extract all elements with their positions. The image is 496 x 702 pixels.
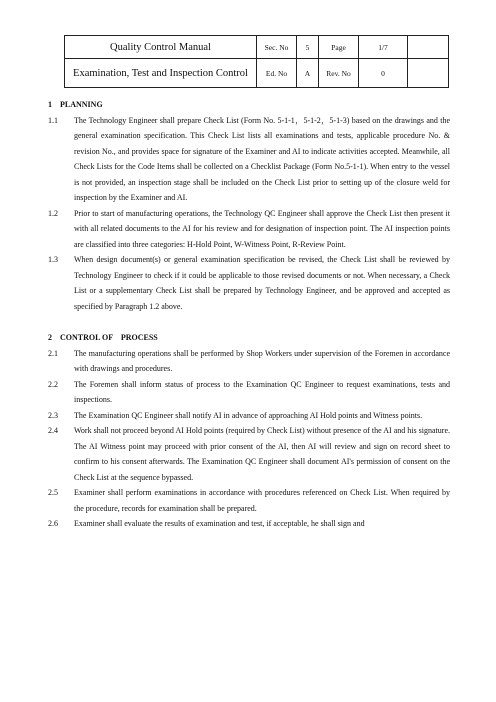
paragraph-number: 2.6 [48,519,58,528]
paragraph-number: 2.3 [48,410,58,420]
paragraph-text: Work shall not proceed beyond AI Hold points (required by Check List) without presence of the AI and his signature. The AI Witness point may proceed with prior consent of the AI, then AI will review and sign on record sheet to confirm to his consent afterwards. The Examination QC Engineer shall document AI's permission of consent on the Check List at the sequence bypassed. [74,426,450,482]
sec-no-value: 5 [297,36,319,59]
paragraph-number: 1.2 [48,208,58,218]
section-heading-planning: 1 PLANNING [48,100,103,109]
section-title: Examination, Test and Inspection Control [65,59,257,88]
paragraph-2-1 [48,346,450,377]
paragraph-2-2 [48,377,450,408]
spacer [48,314,450,330]
page-value: 1/7 [359,36,408,59]
paragraph-text: Examiner shall perform examinations in accordance with procedures referenced on Check List. When required by the procedure, records for examination shall be prepared. [74,488,450,513]
ed-no-label: Ed. No [257,59,297,88]
paragraph-2-4 [48,423,450,485]
paragraph-text: When design document(s) or general examination specification be revised, the Check List shall be reviewed by Technology Engineer to check if it could be applicable to those revised documents or not. When necessary, a Check List or a supplementary Check List shall be prepared by Technology Engineer, and be approved and accepted as specified by Paragraph 1.2 above. [74,255,450,311]
manual-title: Quality Control Manual [65,36,257,59]
paragraph-number: 2.1 [48,348,58,358]
paragraph-number: 2.5 [48,488,58,497]
section-heading-control-of-process: 2 CONTROL OF PROCESS [48,333,158,342]
paragraph-number: 2.4 [48,426,58,435]
paragraph-text: The Technology Engineer shall prepare Check List (Form No. 5-1-1，5-1-2，5-1-3) based on the drawings and the general examination specification. This Check List lists all examinations and tests, applicable procedure No. & revision No., and provides space for signature of the Examiner and AI to indicate activities accepted. Meanwhile, all Check Lists for the Code Items shall be collected on a Checklist Package (Form No.5-1-1). When entry to the vessel is not provided, an inspection stage shall be included on the Check List prior to setting up of the closure weld for inspection by the Examiner and AI. [74,115,450,202]
document-body [48,97,450,532]
ed-no-value: A [297,59,319,88]
paragraph-1-2 [48,206,450,253]
paragraph-number: 1.1 [48,115,58,125]
paragraph-text: The Foremen shall inform status of process to the Examination QC Engineer to request examinations, tests and inspections. [74,379,450,404]
paragraph-text: The manufacturing operations shall be performed by Shop Workers under supervision of the Foremen in accordance with drawings and procedures. [74,348,450,373]
paragraph-text: Examiner shall evaluate the results of examination and test, if acceptable, he shall sign and [74,519,365,528]
paragraph-2-3 [48,408,450,424]
paragraph-1-1 [48,113,450,206]
paragraph-2-5 [48,485,450,516]
paragraph-text: The Examination QC Engineer shall notify AI in advance of approaching AI Hold points and Witness points. [74,410,423,420]
empty-cell [408,59,449,88]
paragraph-number: 1.3 [48,255,58,264]
sec-no-label: Sec. No [257,36,297,59]
paragraph-text: Prior to start of manufacturing operations, the Technology QC Engineer shall approve the Check List then present it with all related documents to the AI for his review and for designation of inspection point. The AI inspection points are classified into three categories: H-Hold Point, W-Witness Point, R-Review Point. [74,208,450,249]
page-label: Page [319,36,359,59]
empty-cell [408,36,449,59]
paragraph-1-3 [48,252,450,314]
paragraph-number: 2.2 [48,379,58,389]
paragraph-2-6 [48,516,450,532]
rev-no-label: Rev. No [319,59,359,88]
header-table [64,35,449,88]
rev-no-value: 0 [359,59,408,88]
